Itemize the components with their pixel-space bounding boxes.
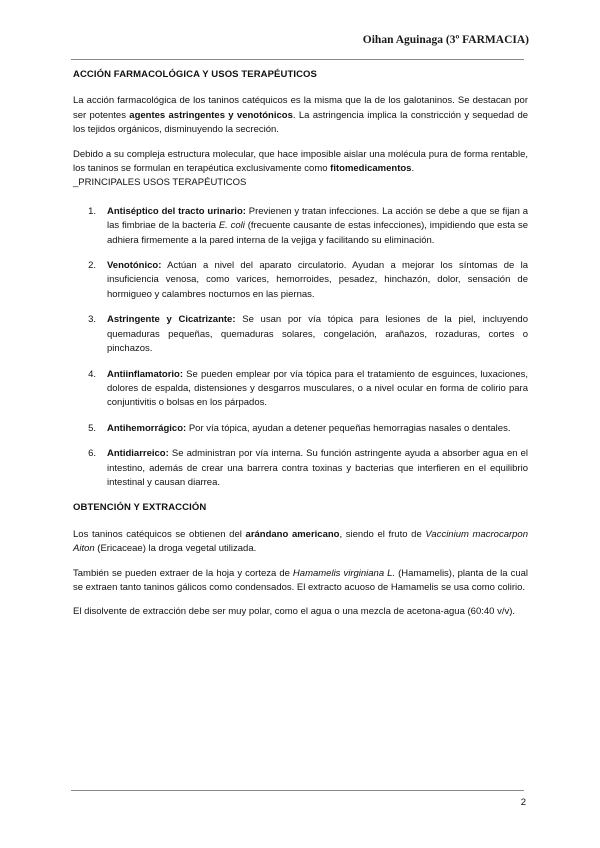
list-item: 3. Astringente y Cicatrizante: Se usan por vía tópica para lesiones de la piel, incluyendo quemaduras pequeñas, quemaduras solares, congelación, arañazos, rozaduras, cortes o pinchazos. — [88, 314, 528, 355]
paragraph-accion-2: Debido a su compleja estructura molecular, que hace imposible aislar una molécula pura de forma rentable, los taninos se formulan en terapéutica exclusivamente como fitomedicamentos. — [73, 148, 528, 175]
header-rule — [71, 59, 524, 60]
section-title-obtencion: OBTENCIÓN Y EXTRACCIÓN — [73, 502, 207, 514]
list-item: 4. Antiinflamatorio: Se pueden emplear por vía tópica para el tratamiento de esguinces, luxaciones, dolores de espalda, distensiones y desgarros musculares, o a nivel ocular en forma de colirio para conjuntivitis o bolsas en los párpados. — [88, 368, 528, 409]
paragraph-obtencion-1: Los taninos catéquicos se obtienen del arándano americano, siendo el fruto de Vaccinium macrocarpon Aiton (Ericaceae) la droga vegetal utilizada. — [73, 528, 528, 555]
footer-rule — [71, 790, 524, 791]
subtitle-usos: _PRINCIPALES USOS TERAPÉUTICOS — [73, 177, 247, 189]
header-author: Oihan Aguinaga (3º FARMACIA) — [362, 34, 529, 46]
list-item: 1. Antiséptico del tracto urinario: Previenen y tratan infecciones. La acción se debe a que se fijan a las fimbriae de la bacteria E. coli (frecuente causante de estas infecciones), impidiendo que esta se adhiera firmemente a la pared interna de la vejiga y facilitando su eliminación. — [88, 205, 528, 246]
list-item: 5. Antihemorrágico: Por vía tópica, ayudan a detener pequeñas hemorragias nasales o dentales. — [88, 422, 511, 434]
paragraph-obtencion-3: El disolvente de extracción debe ser muy polar, como el agua o una mezcla de acetona-agua (60:40 v/v). — [73, 606, 516, 618]
uses-list — [73, 205, 528, 491]
paragraph-accion-1: La acción farmacológica de los taninos catéquicos es la misma que la de los galotaninos. Se destacan por ser potentes agentes astringentes y venotónicos. La astringencia implica la constricción y sequedad de los tejidos orgánicos, disminuyendo la secreción. — [73, 95, 529, 136]
paragraph-obtencion-2: También se pueden extraer de la hoja y corteza de Hamamelis virginiana L. (Hamamelis), planta de la cual se extraen tanto taninos gálicos como condensados. El extracto acuoso de Hamamelis se usa como colirio. — [73, 567, 529, 593]
document-body — [73, 68, 528, 630]
page-number: 2 — [520, 797, 526, 808]
list-item: 6. Antidiarreico: Se administran por vía interna. Su función astringente ayuda a absorber agua en el intestino, además de crear una barrera contra toxinas y bacterias que interfieren en el equilibrio intestinal y causan diarrea. — [88, 448, 528, 488]
list-item: 2. Venotónico: Actúan a nivel del aparato circulatorio. Ayudan a mejorar los síntomas de la insuficiencia venosa, como varices, hemorroides, pesadez, hinchazón, dolor, sensación de hormigueo y calambres nocturnos en las piernas. — [88, 260, 528, 300]
section-title-accion: ACCIÓN FARMACOLÓGICA Y USOS TERAPÉUTICOS — [73, 69, 317, 80]
